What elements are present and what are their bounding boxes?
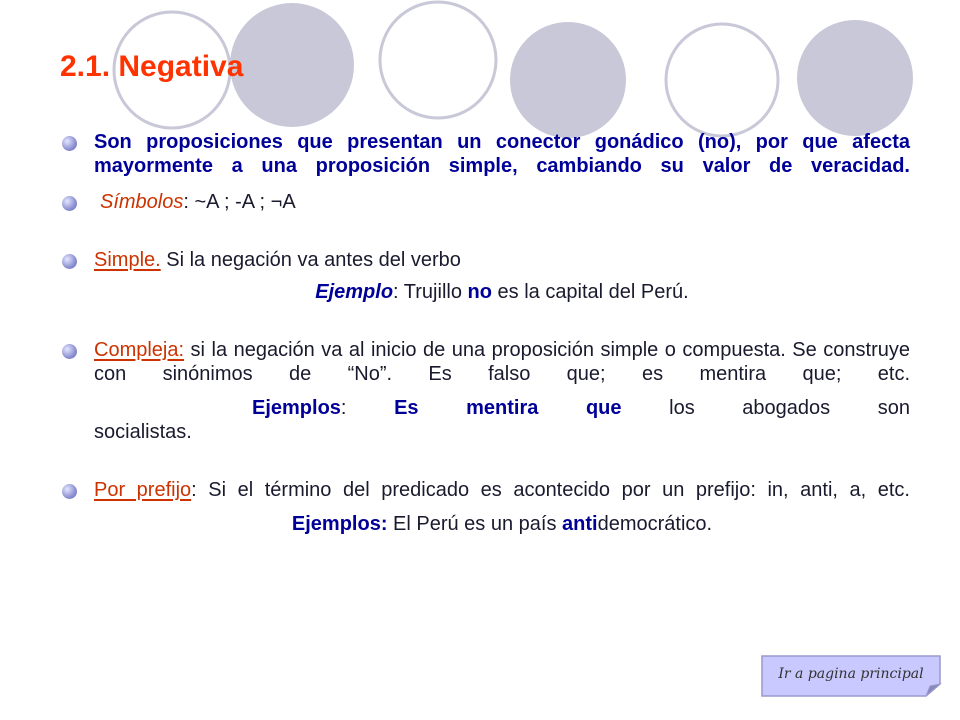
bullet-simple bbox=[62, 248, 910, 272]
bullet-icon bbox=[62, 136, 77, 151]
simple-example-pre: : Trujillo bbox=[393, 281, 468, 303]
simple-text: Si la negación va antes del verbo bbox=[160, 249, 461, 271]
prefijo-example-label: Ejemplos: bbox=[291, 513, 388, 535]
bullet-icon bbox=[62, 254, 77, 269]
bullet-intro bbox=[62, 130, 910, 178]
prefijo-example bbox=[62, 512, 910, 536]
circle-filled-2 bbox=[510, 22, 626, 138]
compleja-example-colon: : bbox=[340, 397, 347, 419]
circle-filled-1 bbox=[230, 3, 354, 127]
simple-example-post: es la capital del Perú. bbox=[491, 281, 689, 303]
simple-example bbox=[62, 280, 910, 304]
circle-outline-3 bbox=[666, 24, 778, 136]
simple-heading: Simple. bbox=[94, 249, 161, 271]
prefijo-example-bold: anti bbox=[562, 513, 598, 535]
bullet-symbols bbox=[62, 190, 910, 214]
symbols-text: : ~A ; -A ; ¬A bbox=[183, 191, 296, 213]
circle-filled-3 bbox=[797, 20, 913, 136]
intro-text: Son proposiciones que presentan un conector gonádico (no), por que afecta mayormente a una proposición simple, cambiando su valor de veracidad. bbox=[94, 131, 910, 177]
slide-title: 2.1. Negativa bbox=[60, 50, 244, 83]
simple-example-label: Ejemplo bbox=[315, 281, 394, 303]
compleja-example-post: los abogados son socialistas. bbox=[94, 397, 910, 443]
home-page-label: Ir a pagina principal bbox=[778, 666, 924, 682]
compleja-example-bold: Es mentira que bbox=[394, 397, 622, 419]
slide-body bbox=[62, 126, 910, 536]
simple-example-bold: no bbox=[467, 281, 492, 303]
circle-outline-2 bbox=[380, 2, 496, 118]
bullet-icon bbox=[62, 196, 77, 211]
prefijo-example-pre: El Perú es un país bbox=[387, 513, 563, 535]
compleja-example bbox=[62, 396, 910, 444]
bullet-compleja bbox=[62, 338, 910, 386]
prefijo-text: : Si el término del predicado es acontecido por un prefijo: in, anti, a, etc. bbox=[191, 479, 910, 501]
compleja-example-label: Ejemplos bbox=[252, 397, 341, 419]
bullet-icon bbox=[62, 484, 77, 499]
home-page-button[interactable] bbox=[760, 654, 942, 698]
symbols-label: Símbolos bbox=[100, 191, 184, 213]
compleja-text: si la negación va al inicio de una proposición simple o compuesta. Se construye con sinónimos de “No”. Es falso que; es mentira que; etc. bbox=[94, 339, 910, 385]
compleja-heading: Compleja: bbox=[94, 339, 185, 361]
bullet-icon bbox=[62, 344, 77, 359]
bullet-prefijo bbox=[62, 478, 910, 502]
prefijo-heading: Por prefijo bbox=[94, 479, 192, 501]
prefijo-example-post: democrático. bbox=[597, 513, 713, 535]
